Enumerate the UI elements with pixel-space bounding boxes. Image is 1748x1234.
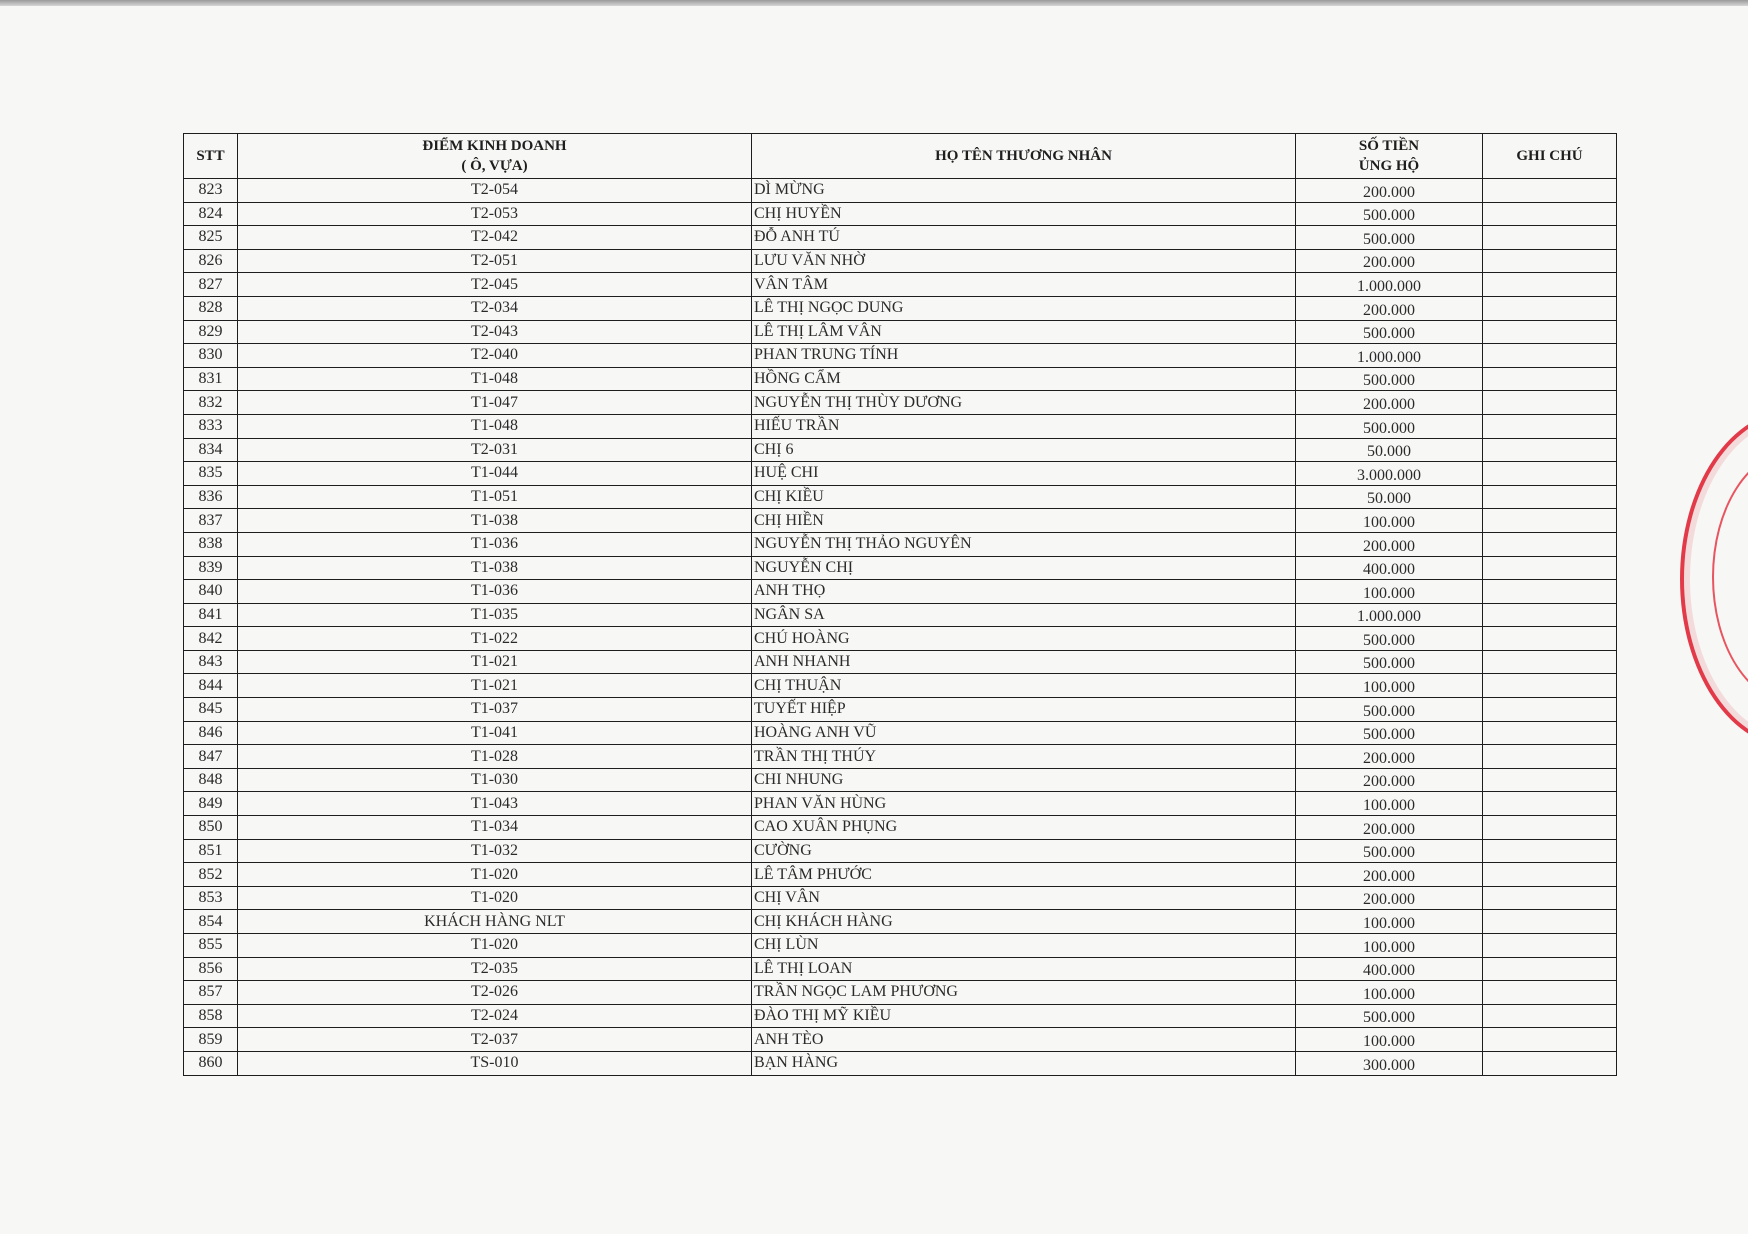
row-merchant-name: DÌ MỪNG (752, 179, 1296, 203)
row-stt: 852 (184, 863, 238, 887)
row-stt: 858 (184, 1004, 238, 1028)
row-amount: 1.000.000 (1296, 273, 1483, 297)
row-business-point: KHÁCH HÀNG NLT (238, 910, 752, 934)
row-stt: 847 (184, 745, 238, 769)
row-note (1483, 438, 1617, 462)
row-merchant-name: CHÚ HOÀNG (752, 627, 1296, 651)
row-stt: 849 (184, 792, 238, 816)
row-note (1483, 202, 1617, 226)
row-business-point: T1-020 (238, 886, 752, 910)
header-merchant-name: HỌ TÊN THƯƠNG NHÂN (752, 134, 1296, 179)
row-business-point: T2-045 (238, 273, 752, 297)
table-row (184, 320, 1617, 344)
row-business-point: T1-020 (238, 863, 752, 887)
row-stt: 838 (184, 532, 238, 556)
row-amount: 500.000 (1296, 226, 1483, 250)
row-business-point: T2-037 (238, 1028, 752, 1052)
row-business-point: T2-035 (238, 957, 752, 981)
row-amount: 100.000 (1296, 1028, 1483, 1052)
row-business-point: T1-030 (238, 768, 752, 792)
row-note (1483, 556, 1617, 580)
table-row (184, 1004, 1617, 1028)
row-note (1483, 721, 1617, 745)
page-top-edge (0, 0, 1748, 6)
table-row (184, 745, 1617, 769)
header-note: GHI CHÚ (1483, 134, 1617, 179)
row-business-point: T1-044 (238, 462, 752, 486)
row-note (1483, 344, 1617, 368)
row-business-point: T2-024 (238, 1004, 752, 1028)
table-row (184, 485, 1617, 509)
row-stt: 830 (184, 344, 238, 368)
row-business-point: TS-010 (238, 1051, 752, 1075)
row-note (1483, 226, 1617, 250)
row-merchant-name: CAO XUÂN PHỤNG (752, 816, 1296, 840)
row-amount: 100.000 (1296, 934, 1483, 958)
row-note (1483, 532, 1617, 556)
row-stt: 848 (184, 768, 238, 792)
row-note (1483, 1004, 1617, 1028)
row-note (1483, 627, 1617, 651)
row-merchant-name: LÊ TÂM PHƯỚC (752, 863, 1296, 887)
row-stt: 857 (184, 981, 238, 1005)
table-row (184, 603, 1617, 627)
table-row (184, 721, 1617, 745)
row-note (1483, 320, 1617, 344)
row-business-point: T2-054 (238, 179, 752, 203)
row-note (1483, 249, 1617, 273)
row-stt: 846 (184, 721, 238, 745)
row-note (1483, 462, 1617, 486)
table-row (184, 462, 1617, 486)
row-merchant-name: LƯU VĂN NHỜ (752, 249, 1296, 273)
row-merchant-name: CHỊ 6 (752, 438, 1296, 462)
table-body (184, 179, 1617, 1076)
row-note (1483, 886, 1617, 910)
row-business-point: T2-043 (238, 320, 752, 344)
row-stt: 840 (184, 580, 238, 604)
row-amount: 200.000 (1296, 391, 1483, 415)
row-stt: 835 (184, 462, 238, 486)
row-merchant-name: VÂN TÂM (752, 273, 1296, 297)
table-row (184, 367, 1617, 391)
row-note (1483, 1051, 1617, 1075)
row-business-point: T1-034 (238, 816, 752, 840)
row-business-point: T1-022 (238, 627, 752, 651)
row-business-point: T1-028 (238, 745, 752, 769)
table-row (184, 249, 1617, 273)
row-merchant-name: ANH NHANH (752, 650, 1296, 674)
row-stt: 845 (184, 698, 238, 722)
table-row (184, 816, 1617, 840)
row-note (1483, 580, 1617, 604)
row-merchant-name: TRẦN NGỌC LAM PHƯƠNG (752, 981, 1296, 1005)
row-business-point: T1-038 (238, 509, 752, 533)
table-row (184, 509, 1617, 533)
table-row (184, 556, 1617, 580)
row-note (1483, 745, 1617, 769)
row-merchant-name: ĐÀO THỊ MỸ KIỀU (752, 1004, 1296, 1028)
row-business-point: T1-035 (238, 603, 752, 627)
table-row (184, 438, 1617, 462)
table-row (184, 344, 1617, 368)
header-amount-line2: ỦNG HỘ (1358, 158, 1420, 174)
row-business-point: T1-021 (238, 674, 752, 698)
row-note (1483, 863, 1617, 887)
row-merchant-name: CƯỜNG (752, 839, 1296, 863)
row-note (1483, 391, 1617, 415)
row-stt: 823 (184, 179, 238, 203)
row-business-point: T1-036 (238, 532, 752, 556)
row-merchant-name: NGUYỄN THỊ THÙY DƯƠNG (752, 391, 1296, 415)
row-note (1483, 367, 1617, 391)
row-business-point: T1-032 (238, 839, 752, 863)
row-merchant-name: HOÀNG ANH VŨ (752, 721, 1296, 745)
row-amount: 50.000 (1296, 485, 1483, 509)
row-note (1483, 981, 1617, 1005)
row-merchant-name: PHAN VĂN HÙNG (752, 792, 1296, 816)
row-stt: 851 (184, 839, 238, 863)
row-stt: 859 (184, 1028, 238, 1052)
table-row (184, 296, 1617, 320)
row-business-point: T1-036 (238, 580, 752, 604)
row-amount: 100.000 (1296, 509, 1483, 533)
row-business-point: T1-051 (238, 485, 752, 509)
row-business-point: T1-020 (238, 934, 752, 958)
row-amount: 50.000 (1296, 438, 1483, 462)
row-business-point: T1-038 (238, 556, 752, 580)
row-merchant-name: PHAN TRUNG TÍNH (752, 344, 1296, 368)
row-merchant-name: ANH THỌ (752, 580, 1296, 604)
row-stt: 829 (184, 320, 238, 344)
row-note (1483, 839, 1617, 863)
header-amount-line1: SỐ TIỀN (1358, 138, 1420, 154)
row-stt: 825 (184, 226, 238, 250)
row-amount: 200.000 (1296, 249, 1483, 273)
row-amount: 100.000 (1296, 792, 1483, 816)
row-note (1483, 1028, 1617, 1052)
row-business-point: T1-047 (238, 391, 752, 415)
row-stt: 842 (184, 627, 238, 651)
row-merchant-name: BẠN HÀNG (752, 1051, 1296, 1075)
row-business-point: T1-021 (238, 650, 752, 674)
row-stt: 837 (184, 509, 238, 533)
table-row (184, 910, 1617, 934)
row-stt: 860 (184, 1051, 238, 1075)
donation-table (183, 133, 1617, 1076)
company-seal-text (1672, 440, 1732, 720)
row-business-point: T2-051 (238, 249, 752, 273)
table-row (184, 627, 1617, 651)
row-stt: 854 (184, 910, 238, 934)
table-row (184, 226, 1617, 250)
row-merchant-name: ĐỖ ANH TÚ (752, 226, 1296, 250)
row-note (1483, 179, 1617, 203)
row-amount: 500.000 (1296, 721, 1483, 745)
row-amount: 100.000 (1296, 981, 1483, 1005)
row-amount: 500.000 (1296, 698, 1483, 722)
table-row (184, 792, 1617, 816)
row-merchant-name: CHỊ THUẬN (752, 674, 1296, 698)
row-business-point: T2-042 (238, 226, 752, 250)
row-merchant-name: NGUYỄN CHỊ (752, 556, 1296, 580)
row-stt: 824 (184, 202, 238, 226)
table-header-row (184, 134, 1617, 179)
row-note (1483, 273, 1617, 297)
row-amount: 200.000 (1296, 179, 1483, 203)
table-row (184, 698, 1617, 722)
row-amount: 300.000 (1296, 1051, 1483, 1075)
row-merchant-name: CHI NHUNG (752, 768, 1296, 792)
row-merchant-name: CHỊ VÂN (752, 886, 1296, 910)
row-merchant-name: ANH TÈO (752, 1028, 1296, 1052)
row-stt: 850 (184, 816, 238, 840)
row-stt: 856 (184, 957, 238, 981)
row-stt: 855 (184, 934, 238, 958)
row-note (1483, 674, 1617, 698)
row-business-point: T1-041 (238, 721, 752, 745)
table-row (184, 580, 1617, 604)
row-merchant-name: TRẦN THỊ THÚY (752, 745, 1296, 769)
row-note (1483, 816, 1617, 840)
row-stt: 827 (184, 273, 238, 297)
row-note (1483, 910, 1617, 934)
row-stt: 843 (184, 650, 238, 674)
row-business-point: T1-048 (238, 414, 752, 438)
row-note (1483, 957, 1617, 981)
row-note (1483, 296, 1617, 320)
row-amount: 400.000 (1296, 957, 1483, 981)
row-amount: 200.000 (1296, 745, 1483, 769)
row-note (1483, 509, 1617, 533)
row-merchant-name: CHỊ HIỀN (752, 509, 1296, 533)
row-note (1483, 603, 1617, 627)
row-amount: 100.000 (1296, 910, 1483, 934)
table-row (184, 674, 1617, 698)
row-merchant-name: HIẾU TRẦN (752, 414, 1296, 438)
row-business-point: T2-040 (238, 344, 752, 368)
row-stt: 839 (184, 556, 238, 580)
row-stt: 836 (184, 485, 238, 509)
row-business-point: T1-037 (238, 698, 752, 722)
row-stt: 828 (184, 296, 238, 320)
row-amount: 200.000 (1296, 296, 1483, 320)
table-row (184, 768, 1617, 792)
table-row (184, 886, 1617, 910)
row-business-point: T1-043 (238, 792, 752, 816)
row-stt: 841 (184, 603, 238, 627)
table-row (184, 179, 1617, 203)
row-amount: 200.000 (1296, 886, 1483, 910)
row-merchant-name: LÊ THỊ LOAN (752, 957, 1296, 981)
row-stt: 826 (184, 249, 238, 273)
row-merchant-name: LÊ THỊ NGỌC DUNG (752, 296, 1296, 320)
row-amount: 3.000.000 (1296, 462, 1483, 486)
row-amount: 200.000 (1296, 532, 1483, 556)
header-business-point-line1: ĐIỂM KINH DOANH (422, 138, 567, 154)
table-row (184, 863, 1617, 887)
row-amount: 400.000 (1296, 556, 1483, 580)
header-business-point (238, 134, 752, 179)
row-stt: 832 (184, 391, 238, 415)
row-stt: 834 (184, 438, 238, 462)
table-row (184, 532, 1617, 556)
table-row (184, 981, 1617, 1005)
row-stt: 833 (184, 414, 238, 438)
row-amount: 1.000.000 (1296, 344, 1483, 368)
row-amount: 500.000 (1296, 320, 1483, 344)
header-stt: STT (184, 134, 238, 179)
row-business-point: T2-053 (238, 202, 752, 226)
table-row (184, 839, 1617, 863)
table-row (184, 1028, 1617, 1052)
table-row (184, 957, 1617, 981)
row-note (1483, 768, 1617, 792)
table-row (184, 391, 1617, 415)
row-merchant-name: CHỊ KHÁCH HÀNG (752, 910, 1296, 934)
row-amount: 500.000 (1296, 650, 1483, 674)
row-amount: 200.000 (1296, 816, 1483, 840)
row-note (1483, 698, 1617, 722)
row-amount: 500.000 (1296, 839, 1483, 863)
header-amount (1296, 134, 1483, 179)
table-row (184, 414, 1617, 438)
row-stt: 831 (184, 367, 238, 391)
row-note (1483, 934, 1617, 958)
row-amount: 500.000 (1296, 627, 1483, 651)
row-stt: 853 (184, 886, 238, 910)
row-merchant-name: TUYẾT HIỆP (752, 698, 1296, 722)
row-business-point: T2-034 (238, 296, 752, 320)
row-merchant-name: LÊ THỊ LÂM VÂN (752, 320, 1296, 344)
row-business-point: T2-031 (238, 438, 752, 462)
row-merchant-name: HỒNG CẨM (752, 367, 1296, 391)
row-note (1483, 485, 1617, 509)
row-note (1483, 650, 1617, 674)
row-merchant-name: CHỊ KIỀU (752, 485, 1296, 509)
row-amount: 1.000.000 (1296, 603, 1483, 627)
row-note (1483, 792, 1617, 816)
row-amount: 500.000 (1296, 202, 1483, 226)
row-note (1483, 414, 1617, 438)
row-amount: 100.000 (1296, 674, 1483, 698)
row-merchant-name: HUỆ CHI (752, 462, 1296, 486)
table-row (184, 934, 1617, 958)
row-amount: 500.000 (1296, 414, 1483, 438)
table-row (184, 273, 1617, 297)
row-merchant-name: CHỊ HUYỀN (752, 202, 1296, 226)
row-merchant-name: NGUYỄN THỊ THẢO NGUYÊN (752, 532, 1296, 556)
row-merchant-name: NGÂN SA (752, 603, 1296, 627)
row-amount: 500.000 (1296, 1004, 1483, 1028)
row-amount: 500.000 (1296, 367, 1483, 391)
row-amount: 200.000 (1296, 768, 1483, 792)
row-merchant-name: CHỊ LÙN (752, 934, 1296, 958)
row-business-point: T2-026 (238, 981, 752, 1005)
row-amount: 200.000 (1296, 863, 1483, 887)
header-business-point-line2: ( Ô, VỰA) (461, 158, 528, 174)
table-row (184, 650, 1617, 674)
table-row (184, 202, 1617, 226)
table-row (184, 1051, 1617, 1075)
row-amount: 100.000 (1296, 580, 1483, 604)
row-business-point: T1-048 (238, 367, 752, 391)
row-stt: 844 (184, 674, 238, 698)
